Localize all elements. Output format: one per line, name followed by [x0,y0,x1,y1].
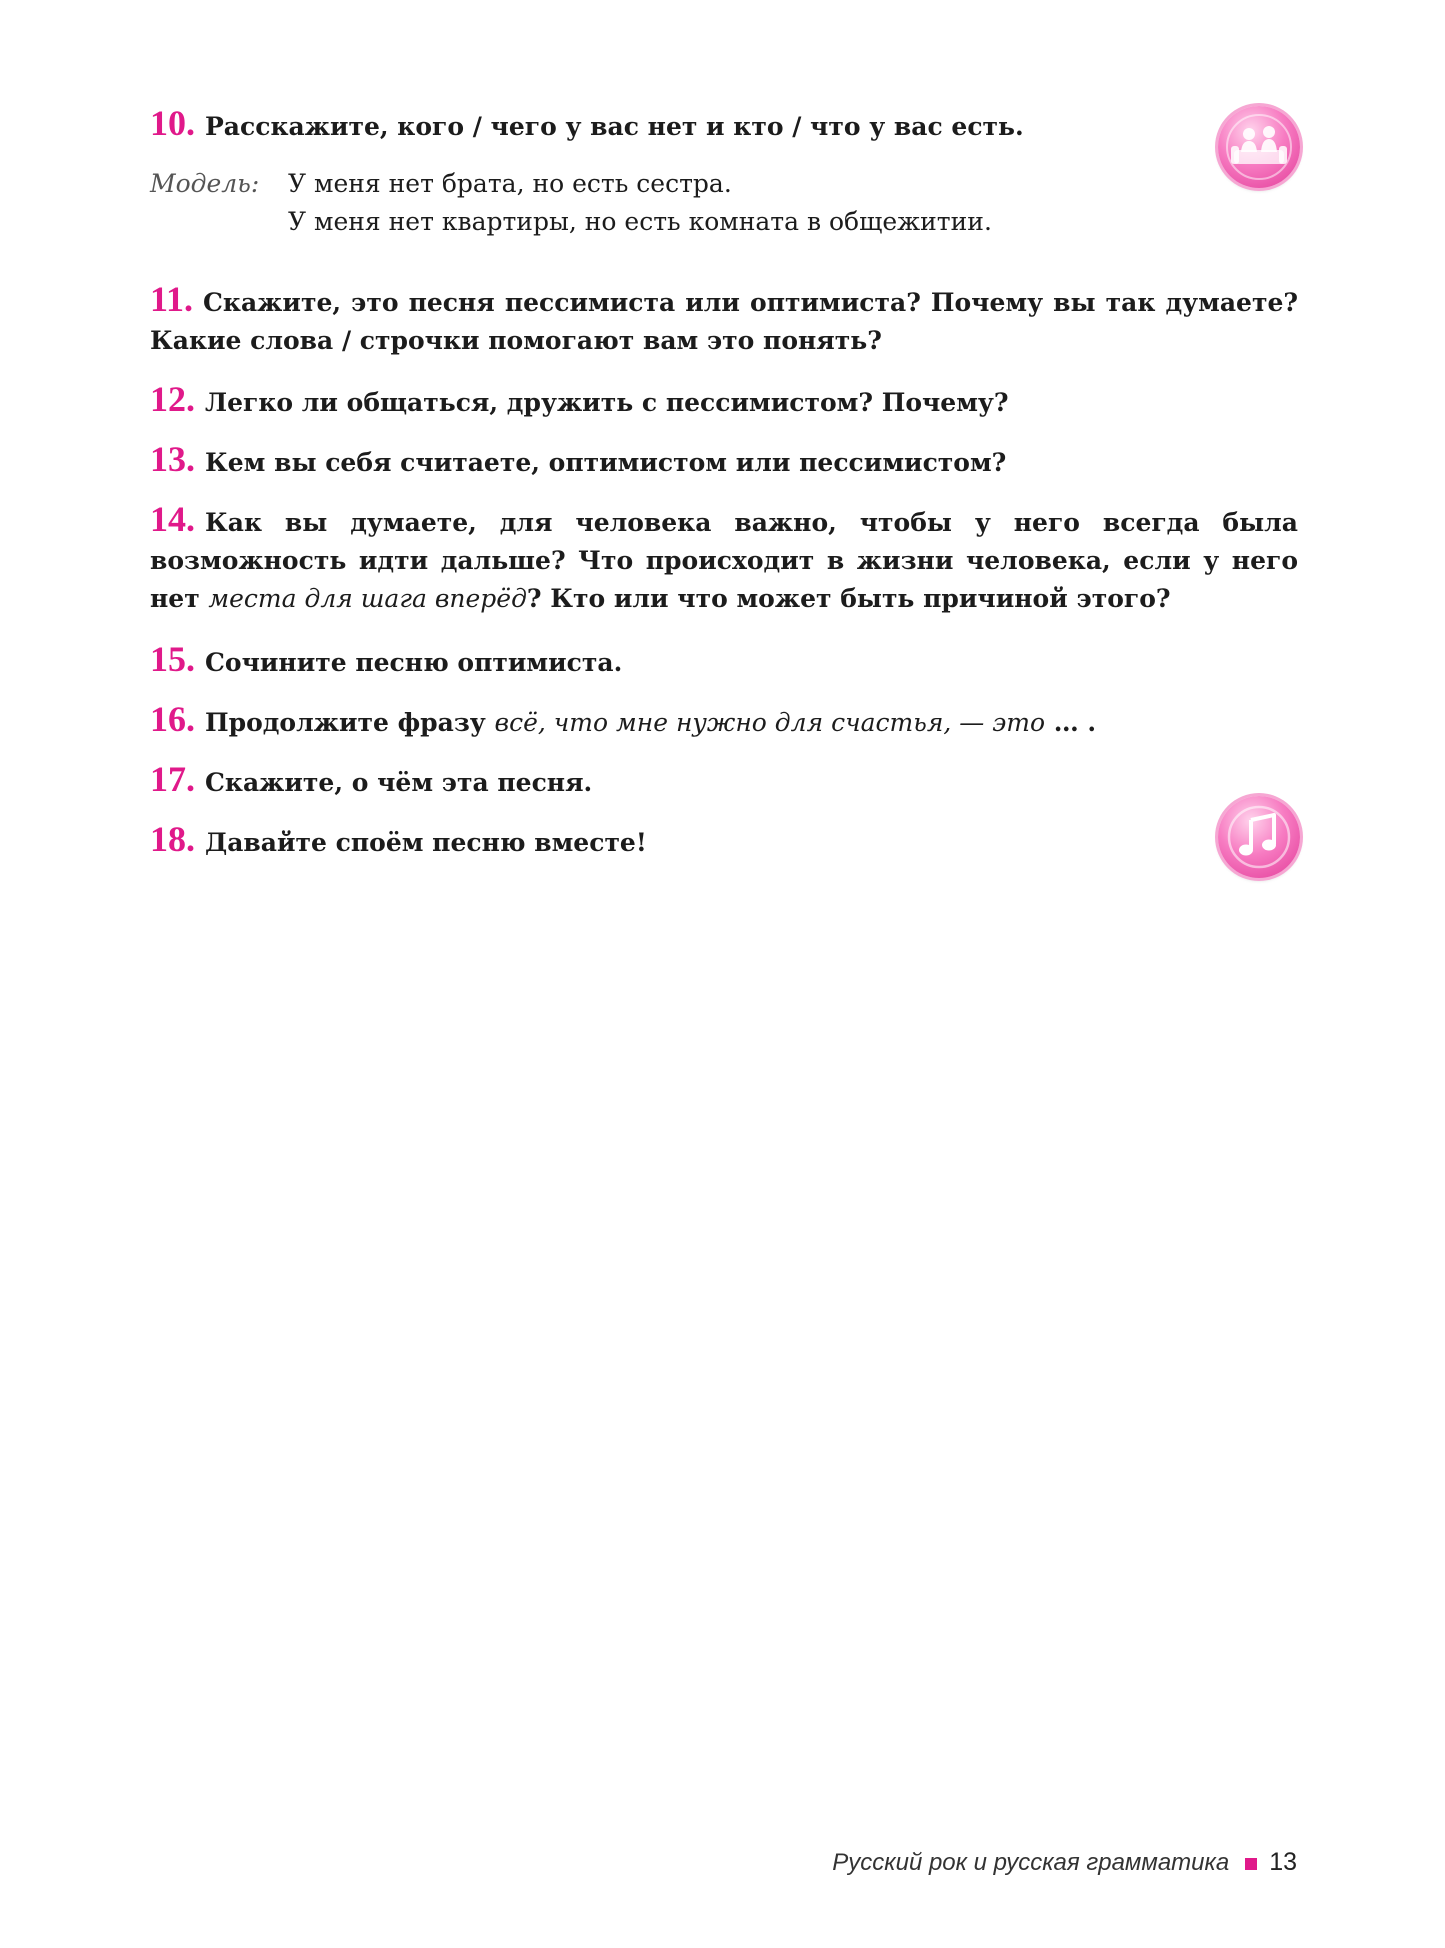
task-text: Расскажите, кого / чего у вас нет и кто / что у вас есть. [205,112,1024,141]
task-12 [150,380,1298,422]
task-18 [150,820,1190,862]
model-lines [288,165,992,241]
page-number: 13 [1269,1848,1297,1876]
task-number: 13. [150,439,195,479]
model-line-1: У меня нет брата, но есть сестра. [288,169,732,198]
task-text: Сочините песню оптимиста. [205,648,623,677]
task-text: Скажите, это песня пессимиста или оптимиста? Почему вы так думаете? Какие слова / строчки помогают вам это понять? [150,288,1298,355]
task-number: 10. [150,103,195,143]
task-number: 17. [150,759,195,799]
task-text: Кем вы себя считаете, оптимистом или пессимистом? [205,448,1007,477]
page-footer [832,1848,1297,1877]
task-number: 14. [150,499,195,539]
task-number: 16. [150,699,195,739]
task-17 [150,760,1298,802]
model-line-2: У меня нет квартиры, но есть комната в общежитии. [288,207,992,236]
task-text: ? Кто или что может быть причиной этого? [526,584,1171,613]
task-text: Скажите, о чём эта песня. [205,768,593,797]
task-16 [150,700,1298,742]
task-11 [150,280,1298,360]
task-number: 15. [150,639,195,679]
book-title: Русский рок и русская грамматика [832,1849,1230,1876]
task-14 [150,500,1298,618]
task-text: Продолжите фразу [205,708,495,737]
task-10 [150,104,1190,146]
task-text: … . [1045,708,1097,737]
task-15 [150,640,1298,682]
task-text: Давайте споём песню вместе! [205,828,647,857]
task-number: 11. [150,279,194,319]
task-text: Как вы думаете, для человека важно, чтобы у него всегда была возможность идти дальше? Что происходит в жизни человека, если у него нет [150,508,1298,613]
music-note-icon[interactable] [1218,796,1300,878]
footer-separator-square [1245,1858,1257,1870]
task-number: 18. [150,819,195,859]
task-13 [150,440,1298,482]
task-number: 12. [150,379,195,419]
task-text-italic: места для шага вперёд [208,584,527,613]
task-text: Легко ли общаться, дружить с пессимистом? Почему? [205,388,1009,417]
model-label: Модель: [150,169,260,198]
people-discussion-icon [1218,106,1300,188]
task-text-italic: всё, что мне нужно для счастья, — это [494,708,1045,737]
